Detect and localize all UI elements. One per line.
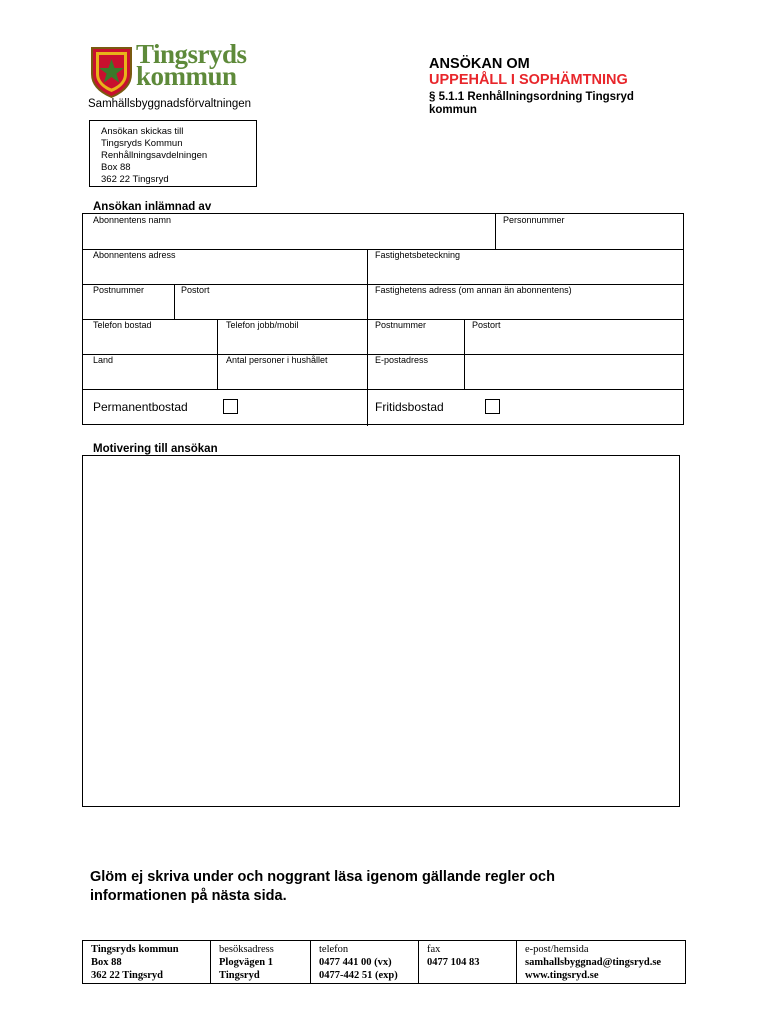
col-divider	[464, 319, 465, 354]
footer-heading: fax	[427, 944, 441, 955]
permanent-residence-checkbox[interactable]	[223, 399, 238, 414]
coat-of-arms-icon	[89, 46, 134, 98]
section-title-motivation: Motivering till ansökan	[93, 443, 218, 455]
footer-text: 0477 104 83	[427, 957, 480, 968]
footer-visiting-address	[219, 943, 274, 982]
footer-text: Box 88	[91, 957, 122, 968]
footer-phone	[319, 943, 398, 982]
col-divider	[174, 284, 175, 319]
field-household-size[interactable]: Antal personer i hushållet	[226, 355, 328, 365]
footer-fax	[427, 943, 480, 969]
holiday-home-checkbox[interactable]	[485, 399, 500, 414]
applicant-form	[82, 213, 684, 425]
field-property-postal-code[interactable]: Postnummer	[375, 320, 427, 330]
col-divider	[464, 354, 465, 389]
col-divider	[210, 941, 211, 983]
col-divider	[310, 941, 311, 983]
footer-heading: e-post/hemsida	[525, 944, 589, 955]
permanent-residence-label: Permanentbostad	[93, 400, 188, 414]
footer-text: 362 22 Tingsryd	[91, 970, 163, 981]
department-name: Samhällsbyggnadsförvaltningen	[88, 98, 252, 110]
field-property-designation[interactable]: Fastighetsbeteckning	[375, 250, 461, 260]
form-subtitle: UPPEHÅLL I SOPHÄMTNING	[429, 72, 628, 88]
footer-website-link[interactable]: www.tingsryd.se	[525, 970, 599, 981]
logo	[89, 46, 134, 98]
col-divider	[516, 941, 517, 983]
contact-footer	[82, 940, 686, 984]
logo-line-1: Tingsryds	[136, 39, 247, 69]
field-personnummer[interactable]: Personnummer	[503, 215, 565, 225]
footer-heading: telefon	[319, 944, 349, 955]
holiday-home-label: Fritidsbostad	[375, 400, 444, 414]
address-line: Tingsryds Kommun	[101, 138, 183, 149]
footer-organization	[91, 943, 179, 982]
footer-text: Tingsryds kommun	[91, 944, 179, 955]
signature-reminder: Glöm ej skriva under och noggrant läsa igenom gällande regler och informationen på nästa sida.	[90, 869, 555, 904]
footer-text: 0477-442 51 (exp)	[319, 970, 398, 981]
field-postal-code[interactable]: Postnummer	[93, 285, 145, 295]
address-line: Ansökan skickas till	[101, 126, 184, 137]
field-phone-work[interactable]: Telefon jobb/mobil	[226, 320, 299, 330]
logo-line-2: kommun	[136, 61, 237, 91]
section-title-applicant: Ansökan inlämnad av	[93, 201, 212, 213]
motivation-textarea[interactable]	[82, 455, 680, 807]
col-divider	[217, 319, 218, 389]
field-property-city[interactable]: Postort	[472, 320, 501, 330]
footer-email-link[interactable]: samhallsbyggnad@tingsryd.se	[525, 957, 662, 968]
form-title: ANSÖKAN OM	[429, 56, 530, 72]
field-phone-home[interactable]: Telefon bostad	[93, 320, 152, 330]
footer-text: 0477 441 00 (vx)	[319, 957, 392, 968]
footer-heading: besöksadress	[219, 944, 274, 955]
regulation-reference: § 5.1.1 Renhållningsordning Tingsryd kommun	[429, 91, 634, 116]
footer-text: Tingsryd	[219, 970, 260, 981]
mailing-address-box	[89, 120, 257, 187]
logo-wordmark	[136, 39, 247, 91]
field-city[interactable]: Postort	[181, 285, 210, 295]
col-divider	[495, 214, 496, 249]
col-divider	[418, 941, 419, 983]
field-country[interactable]: Land	[93, 355, 114, 365]
footer-text: Plogvägen 1	[219, 957, 273, 968]
field-email[interactable]: E-postadress	[375, 355, 429, 365]
footer-email-web	[525, 943, 661, 982]
address-line: 362 22 Tingsryd	[101, 174, 169, 185]
address-line: Box 88	[101, 162, 131, 173]
address-line: Renhållningsavdelningen	[101, 150, 208, 161]
row-divider	[83, 389, 683, 390]
col-divider	[367, 249, 368, 426]
field-subscriber-address[interactable]: Abonnentens adress	[93, 250, 176, 260]
field-subscriber-name[interactable]: Abonnentens namn	[93, 215, 172, 225]
field-property-address[interactable]: Fastighetens adress (om annan än abonnentens)	[375, 285, 572, 295]
